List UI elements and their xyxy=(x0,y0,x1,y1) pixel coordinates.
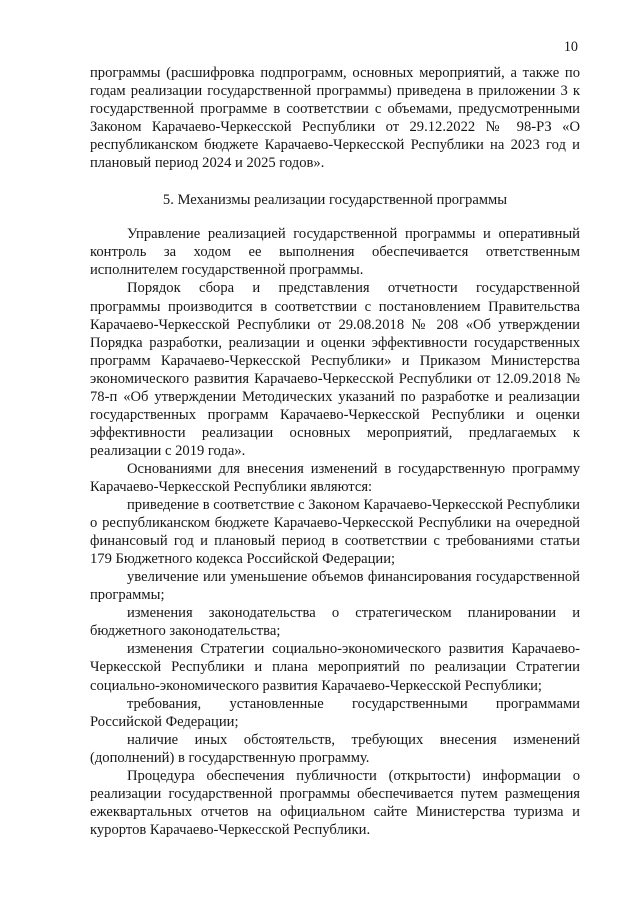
paragraph-reporting-procedure: Порядок сбора и представления отчетности государственной программы производится в соответствии с постановлением Правительства Карачаево-Черкесской Республики от 29.08.2018 № 208 «Об утверждении Порядка разработки, реализации и оценки эффективности государственных программ Карачаево-Черкесской Республики» и Приказом Министерства экономического развития Карачаево-Черкесской Республики от 12.09.2018 № 78-п «Об утверждении Методических указаний по разработке и реализации государственных программ Карачаево-Черкесской Республики и оценки эффективности реализации основных мероприятий, предлагаемых к реализации с 2019 года». xyxy=(90,280,580,459)
list-item-budget-law: приведение в соответствие с Законом Карачаево-Черкесской Республики о республиканском бюджете Карачаево-Черкесской Республики на очередной финансовый год и плановый период в соответствии с требованиями статьи 179 Бюджетного кодекса Российской Федерации; xyxy=(90,497,580,568)
page-content xyxy=(90,64,580,839)
section-heading: 5. Механизмы реализации государственной программы xyxy=(162,192,508,209)
list-item-funding-volume: увеличение или уменьшение объемов финансирования государственной программы; xyxy=(90,569,580,604)
paragraph-grounds-for-changes: Основаниями для внесения изменений в государственную программу Карачаево-Черкесской Республики являются: xyxy=(90,460,580,495)
list-item-legislation-changes: изменения законодательства о стратегическом планировании и бюджетного законодательства; xyxy=(90,605,580,640)
paragraph-management: Управление реализацией государственной программы и оперативный контроль за ходом ее выполнения обеспечивается ответственным исполнителем государственной программы. xyxy=(90,226,580,279)
page-number: 10 xyxy=(563,39,578,55)
list-item-federal-requirements: требования, установленные государственными программами Российской Федерации; xyxy=(90,695,580,730)
intro-paragraph: программы (расшифровка подпрограмм, основных мероприятий, а также по годам реализации государственной программы) приведена в приложении 3 к государственной программе в соответствии с объемами, предусмотренными Законом Карачаево-Черкесской Республики от 29.12.2022 № 98-РЗ «О республиканском бюджете Карачаево-Черкесской Республики на 2023 год и плановый период 2024 и 2025 годов». xyxy=(90,65,580,172)
paragraph-publicity-procedure: Процедура обеспечения публичности (открытости) информации о реализации государственной программы обеспечивается путем размещения ежеквартальных отчетов на официальном сайте Министерства туризма и курортов Карачаево-Черкесской Республики. xyxy=(90,767,580,838)
list-item-other-circumstances: наличие иных обстоятельств, требующих внесения изменений (дополнений) в государственную программу. xyxy=(90,731,580,766)
list-item-strategy-changes: изменения Стратегии социально-экономического развития Карачаево-Черкесской Республики и плана мероприятий по реализации Стратегии социально-экономического развития Карачаево-Черкесской Республики; xyxy=(90,641,580,694)
